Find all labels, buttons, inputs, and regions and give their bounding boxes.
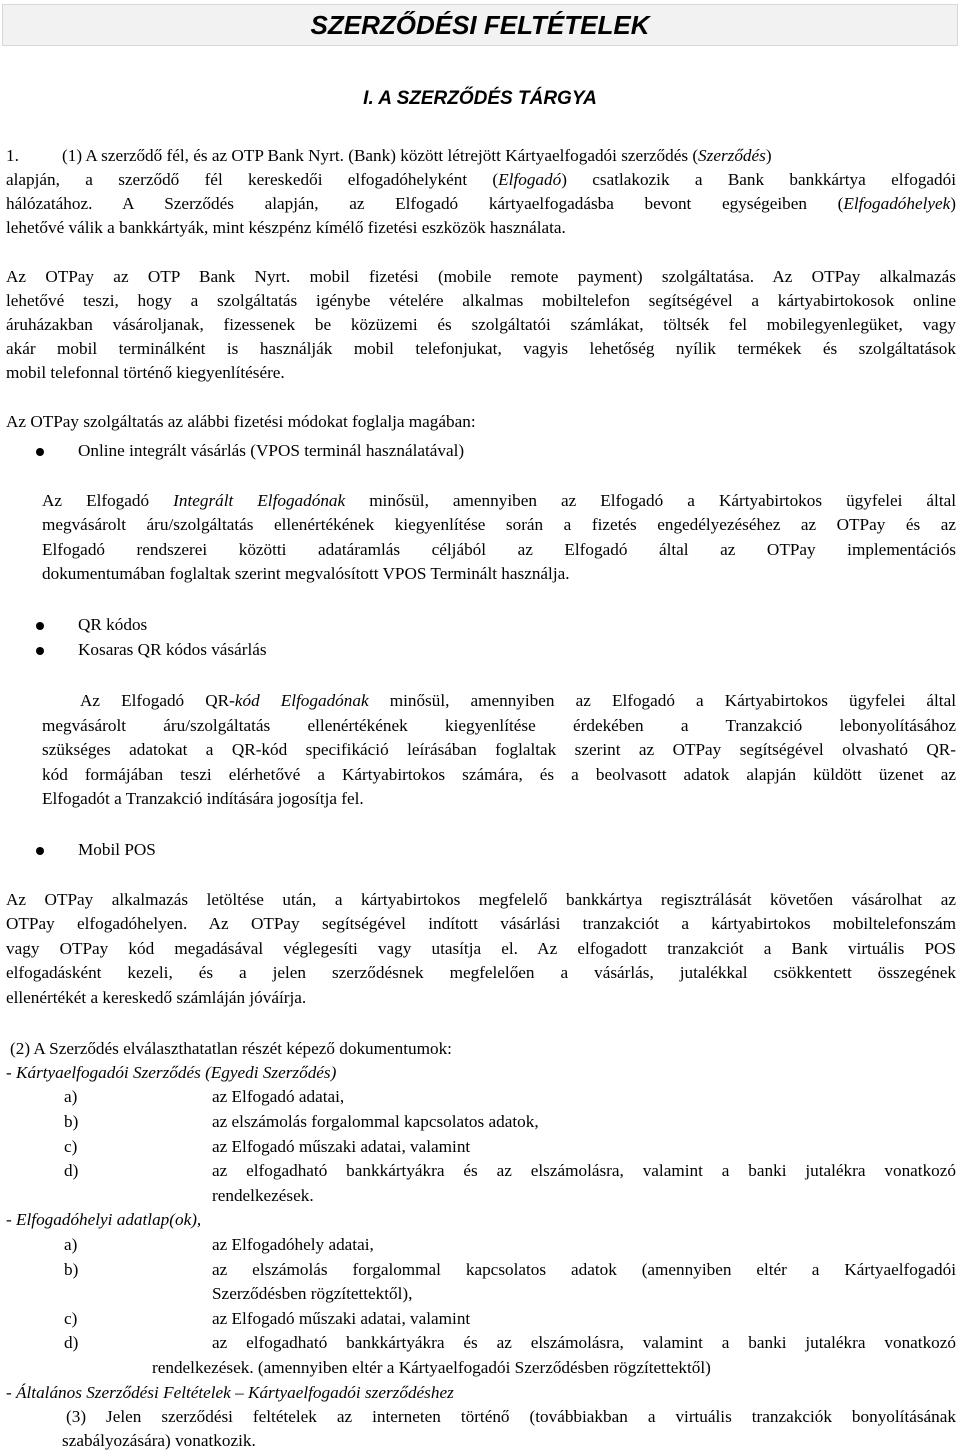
document-title: SZERZŐDÉSI FELTÉTELEK bbox=[310, 10, 650, 40]
paragraph-4-line-4: dokumentumában foglaltak szerint megvalósított VPOS Terminált használja. bbox=[42, 564, 570, 583]
bullet-item-online: Online integrált vásárlás (VPOS terminál használatával) bbox=[78, 441, 465, 460]
paragraph-5-line-2: megvásárolt áru/szolgáltatás ellenértékének kiegyenlítése érdekében a Tranzakció lebonyolításához bbox=[42, 716, 956, 735]
paragraph-5-line-4: kód formájában teszi elérhetővé a Kártyabirtokos számára, és a beolvasott adatok alapján küldött üzenet az bbox=[42, 765, 956, 784]
bullet-item-qr: QR kódos bbox=[78, 615, 148, 634]
paragraph-6-line-2: OTPay elfogadóhelyen. Az OTPay segítségével indított vásárlási tranzakciót a kártyabirtokos mobiltelefonszám bbox=[6, 914, 956, 933]
list-item-marker: b) bbox=[64, 1112, 79, 1131]
paragraph-1-line-2: alapján, a szerződő fél kereskedői elfogadóhelyként (Elfogadó) csatlakozik a Bank bankkártya elfogadói bbox=[6, 170, 957, 189]
list-item-continuation: rendelkezések. (amennyiben eltér a Kártyaelfogadói Szerződésben rögzítettektől) bbox=[152, 1358, 711, 1377]
paragraph-8-line-2: szabályozására) vonatkozik. bbox=[62, 1431, 256, 1450]
paragraph-1-line-4: lehetővé válik a bankkártyák, mint készpénz kímélő fizetési eszközök használata. bbox=[6, 218, 566, 237]
paragraph-1-line-3: hálózatához. A Szerződés alapján, az Elfogadó kártyaelfogadásba bevont egységeiben (Elfogadóhelyek) bbox=[6, 194, 956, 213]
list-item-text: az Elfogadóhely adatai, bbox=[212, 1235, 374, 1254]
list-item-text: az Elfogadó műszaki adatai, valamint bbox=[212, 1309, 471, 1328]
list-2-heading: - Elfogadóhelyi adatlap(ok), bbox=[6, 1210, 202, 1229]
list-item-marker: b) bbox=[64, 1260, 79, 1279]
paragraph-4-line-1: Az Elfogadó Integrált Elfogadónak minősül, amennyiben az Elfogadó a Kártyabirtokos ügyfelei által bbox=[42, 491, 957, 510]
paragraph-2-line-1: Az OTPay az OTP Bank Nyrt. mobil fizetési (mobile remote payment) szolgáltatása. Az OTPay alkalmazás bbox=[6, 267, 956, 286]
paragraph-5-line-3: szükséges adatokat a QR-kód specifikáció leírásában foglaltak szerint az OTPay segítségével olvasható QR- bbox=[42, 740, 956, 759]
list-item-text: az Elfogadó műszaki adatai, valamint bbox=[212, 1137, 471, 1156]
paragraph-6-line-3: vagy OTPay kód megadásával véglegesíti vagy utasítja el. Az elfogadott tranzakciót a Bank virtuális POS bbox=[6, 939, 956, 958]
list-3-heading: - Általános Szerződési Feltételek – Kártyaelfogadói szerződéshez bbox=[6, 1383, 454, 1402]
title-banner bbox=[2, 4, 958, 46]
list-item-continuation: rendelkezések. bbox=[212, 1186, 314, 1205]
paragraph-4-line-3: Elfogadó rendszerei közötti adatáramlás céljából az Elfogadó által az OTPay implementációs bbox=[42, 540, 956, 559]
list-item-text: az elfogadható bankkártyákra és az elszámolásra, valamint a banki jutalékra vonatkozó bbox=[212, 1161, 956, 1180]
paragraph-6-line-1: Az OTPay alkalmazás letöltése után, a kártyabirtokos megfelelő bankkártya regisztrálását követően vásárolhat az bbox=[6, 890, 956, 909]
paragraph-4-line-2: megvásárolt áru/szolgáltatás ellenértékének kiegyenlítése során a fizetés engedélyezéséhez az OTPay és az bbox=[42, 515, 956, 534]
bullet-icon bbox=[36, 647, 46, 657]
section-heading: I. A SZERZŐDÉS TÁRGYA bbox=[363, 88, 597, 109]
paragraph-3: Az OTPay szolgáltatás az alábbi fizetési módokat foglalja magában: bbox=[6, 412, 476, 431]
paragraph-5-line-1: Az Elfogadó QR-kód Elfogadónak minősül, amennyiben az Elfogadó a Kártyabirtokos ügyfelei által bbox=[80, 691, 956, 710]
paragraph-2-line-3: áruházakban vásároljanak, fizessenek be közüzemi és szolgáltatói számlákat, töltsék fel mobilegyenlegüket, vagy bbox=[6, 315, 956, 334]
list-item-marker: c) bbox=[64, 1137, 78, 1156]
paragraph-2-line-5: mobil telefonnal történő kiegyenlítésére. bbox=[6, 363, 285, 382]
list-item-marker: d) bbox=[64, 1161, 79, 1180]
paragraph-2-line-2: lehetővé teszi, hogy a szolgáltatás igénybe vételére alkalmas mobiltelefon segítségével a kártyabirtokosok online bbox=[6, 291, 956, 310]
bullet-icon bbox=[36, 448, 46, 458]
bullet-item-basket-qr: Kosaras QR kódos vásárlás bbox=[78, 640, 267, 659]
list-1-heading: - Kártyaelfogadói Szerződés (Egyedi Szerződés) bbox=[6, 1063, 337, 1082]
list-item-text: az elfogadható bankkártyákra és az elszámolásra, valamint a banki jutalékra vonatkozó bbox=[212, 1333, 956, 1352]
paragraph-8-line-1: (3) Jelen szerződési feltételek az interneten történő (továbbiakban a virtuális tranzakciók bonyolításának bbox=[66, 1407, 956, 1426]
bullet-item-mobile-pos: Mobil POS bbox=[78, 840, 156, 859]
paragraph-7: (2) A Szerződés elválaszthatatlan részét képező dokumentumok: bbox=[10, 1039, 452, 1058]
paragraph-6-line-5: ellenértékét a kereskedő számláján jóváírja. bbox=[6, 988, 307, 1007]
list-item-marker: c) bbox=[64, 1309, 78, 1328]
list-item-text: az elszámolás forgalommal kapcsolatos adatok (amennyiben eltér a Kártyaelfogadói bbox=[212, 1260, 956, 1279]
paragraph-5-line-5: Elfogadót a Tranzakció indítására jogosítja fel. bbox=[42, 789, 364, 808]
bullet-icon bbox=[36, 847, 46, 857]
paragraph-6-line-4: elfogadásként kezeli, és a jelen szerződésnek megfelelően a vásárlás, jutalékkal csökkentett összegének bbox=[6, 963, 956, 982]
list-item-marker: a) bbox=[64, 1235, 78, 1254]
list-item-continuation: Szerződésben rögzítettektől), bbox=[212, 1284, 413, 1303]
list-item-text: az elszámolás forgalommal kapcsolatos adatok, bbox=[212, 1112, 539, 1131]
list-item-text: az Elfogadó adatai, bbox=[212, 1087, 345, 1106]
list-item-marker: d) bbox=[64, 1333, 79, 1352]
paragraph-number: 1. bbox=[6, 146, 19, 165]
bullet-icon bbox=[36, 622, 46, 632]
paragraph-2-line-4: akár mobil terminálként is használják mobil telefonjukat, vagyis lehetőség nyílik termékek és szolgáltatások bbox=[6, 339, 956, 358]
paragraph-1-line-1: (1) A szerződő fél, és az OTP Bank Nyrt. (Bank) között létrejött Kártyaelfogadói szerződés (Szerződés) bbox=[62, 146, 772, 165]
list-item-marker: a) bbox=[64, 1087, 78, 1106]
